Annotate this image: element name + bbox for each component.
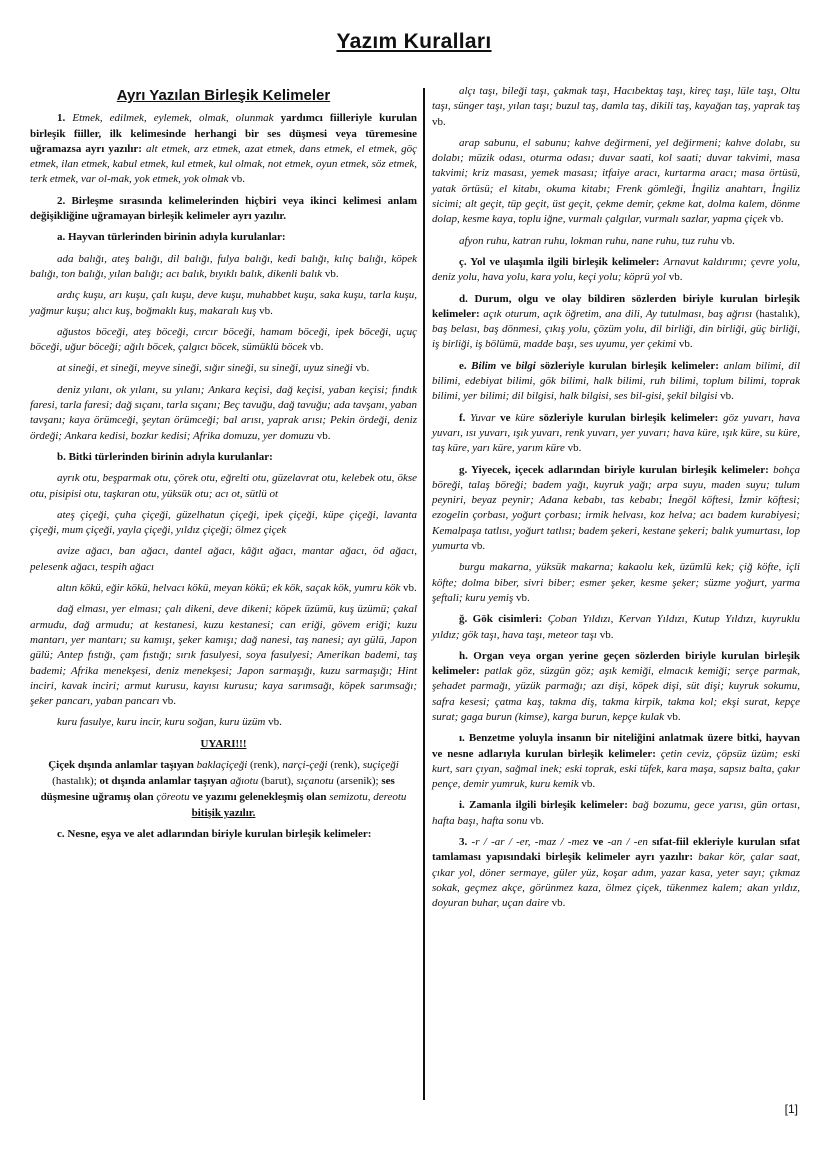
rule-1: 1. Etmek, edilmek, eylemek, olmak, olunmak yardımcı fiilleriyle kurulan birleşik fiiller, ilk kelimesinde herhangi bir ses düşmesi veya türemesine uğramazsa ayrı yazılır: alt etmek, arz etmek, azat etmek, dans etmek, el etmek, göç etmek, ilan etmek, kabul etmek, kul etmek, kul olmak, not etmek, oyun etmek, söz etmek, terk etmek, var ol-mak, yok etmek, yok olmak vb. <box>30 112 418 186</box>
subheading-d: d. Durum, olgu ve olay bildiren sözlerden biriyle kurulan birleşik kelimeler: açık oturum, açık öğretim, ana dili, Ay tutulması, baş ağrısı (hastalık), baş belası, baş dönmesi, çıkış yolu, çözüm yolu, dil birliği, din birliği, güç birliği, iş birliği, iş bölümü, madde başı, ses uyumu, yer çekimi vb. <box>432 292 801 351</box>
rule-3: 3. -r / -ar / -er, -maz / -mez ve -an / -en sıfat-fiil ekleriyle kurulan sıfat tamlaması yapısındaki birleşik kelimeler ayrı yazılır: bakar kör, çalar saat, çıkar yol, döner sermaye, güler yüz, koşar adım, yazar kasa, yeter sayı; çıkmaz sokak, geçmez akçe, görünmez kaza, ölmez çiçek, tükenmez kalem; akan yıldız, doyuran buhar, uçan daire vb. <box>432 836 801 910</box>
example-paragraph: deniz yılanı, ok yılanı, su yılanı; Ankara keçisi, dağ keçisi, yaban keçisi; fındık faresi, tarla faresi; dağ sıçanı, tarla sıçanı; Beç tavuğu, dağ tavuğu; ada tavşanı, yaban tavşanı; kaya örümceği, şeytan örümceği; bal arısı, yaprak arısı; Pekin ördeği, deniz ördeği; Ankara kedisi, bozkır kedisi; Afrika domuzu, yer domuzu vb. <box>30 383 417 442</box>
warning-title: UYARI!!! <box>200 737 247 750</box>
example-paragraph: ardıç kuşu, arı kuşu, çalı kuşu, deve kuşu, muhabbet kuşu, saka kuşu, tarla kuşu, yağmur kuşu; alıcı kuş, boğmaklı kuş, makaralı kuş vb. <box>30 289 417 317</box>
example-paragraph: ada balığı, ateş balığı, dil balığı, fulya balığı, kedi balığı, kılıç balığı, köpek balığı, ton balığı, yılan balığı; acı balık, bıyıklı balık, dikenli balık vb. <box>30 252 417 280</box>
example-paragraph: afyon ruhu, katran ruhu, lokman ruhu, nane ruhu, tuz ruhu vb. <box>459 234 735 247</box>
subheading-b: b. Bitki türlerinden birinin adıyla kurulanlar: <box>57 450 273 463</box>
page-number: [1] <box>784 1102 798 1116</box>
warning-text: Çiçek dışında anlamlar taşıyan baklaçiçeği (renk), narçi-çeği (renk), suçiçeği (hastalık); ot dışında anlamlar taşıyan ağıotu (barut), sıçanotu (arsenik); ses düşmesine uğramış olan çöreotu ve yazımı gelenekleşmiş olan semizotu, dereotu bitişik yazılır. <box>40 758 407 819</box>
right-column <box>432 84 800 918</box>
subheading-e: e. Bilim ve bilgi sözleriyle kurulan birleşik kelimeler: anlam bilimi, dil bilimi, edebiyat bilimi, gök bilimi, halk bilimi, ruh bilimi, toplum bilimi, toprak bilimi, yer bilimi; dil bilgisi, halk bilgisi, ses bil-gisi, şekil bilgisi vb. <box>432 359 801 403</box>
subheading-f: f. Yuvar ve küre sözleriyle kurulan birleşik kelimeler: göz yuvarı, hava yuvarı, ısı yuvarı, ışık yuvarı, renk yuvarı, yer yuvarı; hava küre, ışık küre, su küre, taş küre, yarı küre, yarım küre vb. <box>432 411 801 455</box>
example-paragraph: dağ elması, yer elması; çalı dikeni, deve dikeni; köpek üzümü, kuş üzümü; çakal armudu, dağ armudu; at kestanesi, kuzu kestanesi; can eriği, gövem eriği; kuzu mantarı, yer mantarı; su kamışı, şeker kamışı; dağ nanesi, taş nanesi; ayı gülü, Japon gülü; Antep fıstığı, çam fıstığı; sırık fasulyesi, soya fasulyesi; Amerikan bademi, taş bademi; Afrika menekşesi, deniz menekşesi; Japon sarmaşığı, kuzu sarmaşığı; Hint inciri, kavak inciri; armut kurusu, kayısı kurusu; kaya sarımsağı, köpek sarımsağı; şeker pancarı, yaban pancarı vb. <box>30 603 417 708</box>
subheading-a: a. Hayvan türlerinden birinin adıyla kurulanlar: <box>57 231 286 244</box>
subheading-h: h. Organ veya organ yerine geçen sözlerden biriyle kurulan birleşik kelimeler: patlak göz, süzgün göz; aşık kemiği, elmacık kemiği; serçe parmak, şehadet parmağı, yüzük parmağı; azı dişi, köpek dişi, süt dişi; kuyruk sokumu, safra kesesi; çatma kaş, takma diş, takma kirpik, takma kol; ekşi surat, kepçe surat; gaga burun (kimse), karga burun, kepçe kulak vb. <box>432 649 801 723</box>
subheading-i: i. Zamanla ilgili birleşik kelimeler: bağ bozumu, gece yarısı, gün ortası, hafta başı, hafta sonu vb. <box>432 799 800 827</box>
example-paragraph: ateş çiçeği, çuha çiçeği, güzelhatun çiçeği, ipek çiçeği, küpe çiçeği, lavanta çiçeği, mum çiçeği, yayla çiçeği, yıldız çiçeği; ölmez çiçek <box>30 508 417 537</box>
example-paragraph: kuru fasulye, kuru incir, kuru soğan, kuru üzüm vb. <box>57 716 282 729</box>
subheading-gg: ğ. Gök cisimleri: Çoban Yıldızı, Kervan Yıldızı, Kutup Yıldızı, kuyruklu yıldız; gök taşı, hava taşı, meteor taşı vb. <box>432 613 801 641</box>
section-title: Ayrı Yazılan Birleşik Kelimeler <box>116 87 331 104</box>
column-divider <box>423 88 425 1100</box>
example-paragraph: ayrık otu, beşparmak otu, çörek otu, eğrelti otu, güzelavrat otu, kelebek otu, ökse otu, pisipisi otu, taşkıran otu, yüksük otu; acı ot, sütlü ot <box>30 472 417 500</box>
left-column <box>30 84 417 848</box>
example-paragraph: ağustos böceği, ateş böceği, cırcır böceği, hamam böceği, ipek böceği, uçuç böceği, uğur böceği; ağılı böcek, çalgıcı böcek, sümüklü böcek vb. <box>30 325 417 354</box>
rule-2: 2. Birleşme sırasında kelimelerinden hiçbiri veya ikinci kelimesi anlam değişikliğine uğramayan birleşik kelimeler ayrı yazılır. <box>30 194 417 223</box>
example-paragraph: at sineği, et sineği, meyve sineği, sığır sineği, su sineği, uyuz sineği vb. <box>57 362 370 375</box>
subheading-c: c. Nesne, eşya ve alet adlarından biriyle kurulan birleşik kelimeler: <box>57 827 372 840</box>
subheading-cc: ç. Yol ve ulaşımla ilgili birleşik kelimeler: Arnavut kaldırımı; çevre yolu, deniz yolu, hava yolu, kara yolu, keçi yolu; köprü yol vb. <box>432 255 800 284</box>
example-paragraph: burgu makarna, yüksük makarna; kakaolu kek, üzümlü kek; çiğ köfte, içli köfte; dolma biber, sivri biber; esmer şeker, kesme şeker; süzme yoğurt, yarma şeftali; kuru yemiş vb. <box>432 561 800 604</box>
example-paragraph: arap sabunu, el sabunu; kahve değirmeni, yel değirmeni; kahve dolabı, su dolabı; müzik odası, oturma odası; duvar saati, kol saati; duvar takvimi, masa takvimi; kriz masası, yemek masası; itfaiye aracı, kurtarma aracı; masa örtüsü, yatak örtüsü; el kitabı, okuma kitabı; Frenk gömleği, İngiliz anahtarı, İngiliz sicimi; alt geçit, tüp geçit, üst geçit, çekme demir, çekme kat, dolma kalem, dönme dolap, kesme kaya, toplu iğne, vurmalı çalgılar, vurmalı sazlar, yapma çiçek vb. <box>432 136 800 226</box>
page-title: Yazım Kuralları <box>336 30 492 53</box>
example-paragraph: avize ağacı, ban ağacı, dantel ağacı, kâğıt ağacı, mantar ağacı, öd ağacı, pelesenk ağacı, tespih ağacı <box>30 545 417 573</box>
example-paragraph: alçı taşı, bileği taşı, çakmak taşı, Hacıbektaş taşı, kireç taşı, lüle taşı, Oltu taşı, sünger taşı, yılan taşı; buzul taş, damla taş, dikili taş, kayağan taş, yaprak taş vb. <box>432 85 800 128</box>
subheading-g: g. Yiyecek, içecek adlarından biriyle kurulan birleşik kelimeler: bohça böreği, talaş böreği; badem yağı, kuyruk yağı; arpa suyu, maden suyu; tulum peyniri, beyaz peynir; Adana kebabı, tas kebabı; İnegöl köftesi, İzmir köftesi; ezogelin çorbası, yoğurt çorbası; irmik helvası, koz helva; acı badem kurabiyesi; Kemalpaşa tatlısı, yoğurt tatlısı; badem şekeri, kestane şekeri; balık yumurtası, lop yumurta vb. <box>432 463 801 553</box>
subheading-i-dotless: ı. Benzetme yoluyla insanın bir niteliğini anlatmak üzere bitki, hayvan ve nesne adlarıyla kurulan birleşik kelimeler: çetin ceviz, çöpsüz üzüm; eski kurt, sarı çıyan, sağmal inek; eski toprak, eski tüfek, kara maşa, sapsız balta, çakır pençe, demir yumruk, kuru kemik vb. <box>432 732 800 791</box>
example-paragraph: altın kökü, eğir kökü, helvacı kökü, meyan kökü; ek kök, saçak kök, yumru kök vb. <box>57 582 417 595</box>
